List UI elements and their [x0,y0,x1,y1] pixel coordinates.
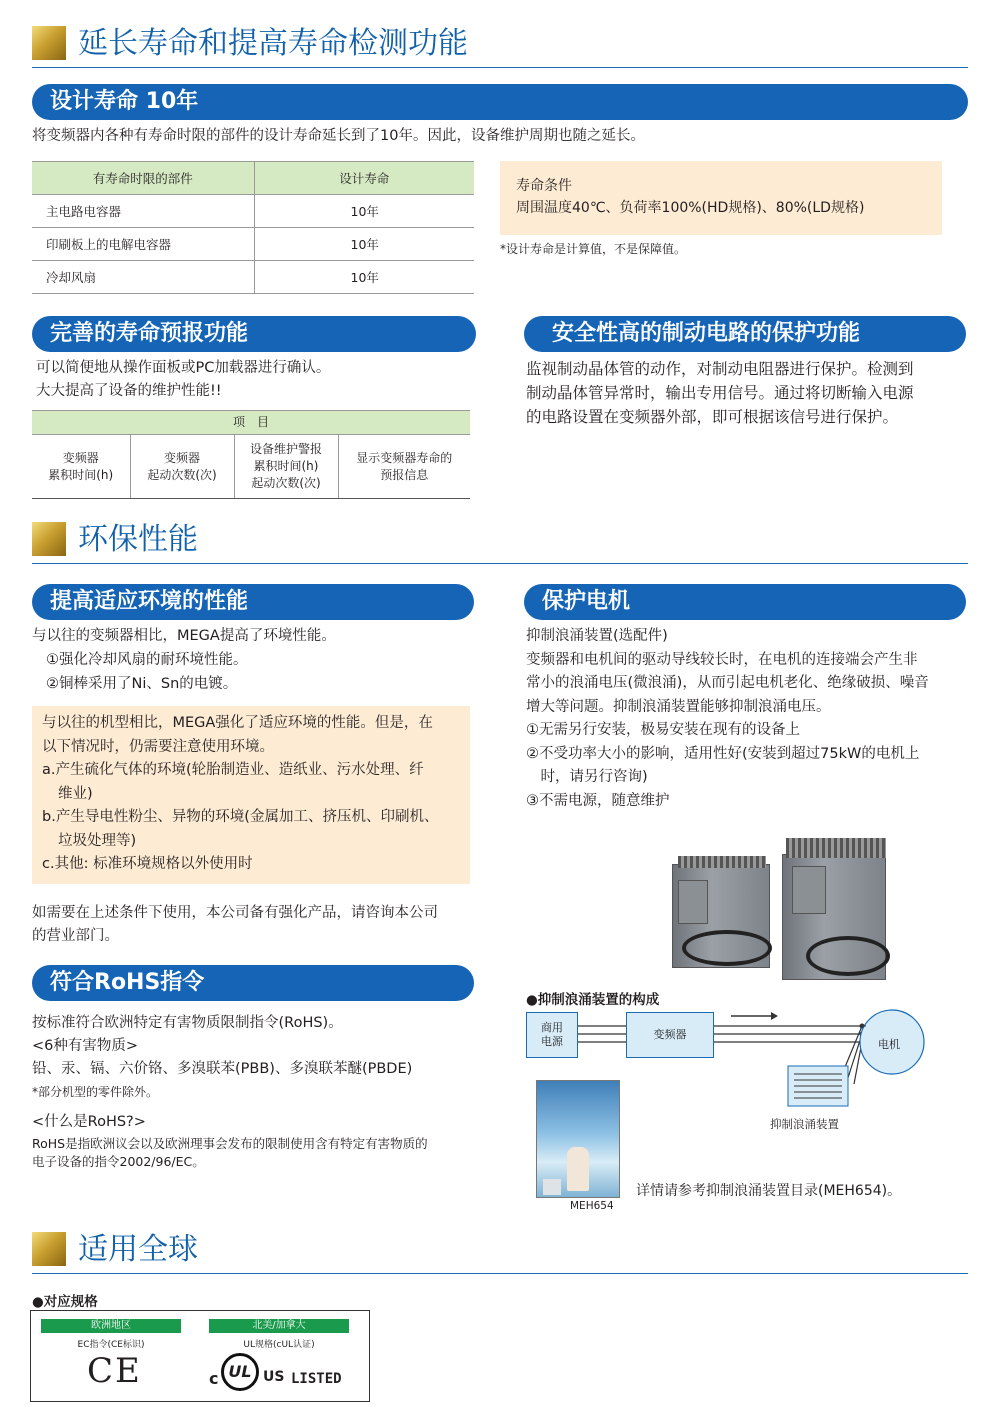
ul-c-label: c [209,1369,219,1388]
diagram-suppressor-label: 抑制浪涌装置 [770,1117,839,1131]
standards-box [30,1310,370,1402]
env-intro: 与以往的变频器相比，MEGA提高了环境性能。 [32,628,336,644]
table-cell: 设备维护警报 累积时间(h) 起动次数(次) [234,435,338,499]
standards-title: ●对应规格 [32,1294,98,1310]
brake-text: 监视制动晶体管的动作，对制动电阻器进行保护。检测到 制动晶体管异常时，输出专用信号。通过将切断输入电源 的电路设置在变频器外部，即可根据该信号进行保护。 [526,360,914,426]
rohs-heading: 符合RoHS指令 [32,965,474,1001]
rohs-answer: RoHS是指欧洲议会以及欧洲理事会发布的限制使用含有特定有害物质的 电子设备的指令2002/96/EC。 [32,1136,428,1169]
table-cell: 主电路电容器 [32,195,254,228]
table-cell: 显示变频器寿命的 预报信息 [338,435,470,499]
life-note: *设计寿命是计算值，不是保障值。 [500,242,687,256]
table-row [32,261,474,294]
env-heading: 提高适应环境的性能 [32,584,474,620]
env-point: ②铜棒采用了Ni、Sn的电镀。 [46,676,238,692]
table-cell: 10年 [254,228,474,261]
diagram-motor-label: 电机 [878,1038,900,1051]
table-row [32,195,474,228]
section-title-text: 延长寿命和提高寿命检测功能 [78,26,468,61]
life-condition-text: 周围温度40℃、负荷率100%(HD规格)、80%(LD规格) [516,200,865,216]
ul-mark-icon: UL [221,1353,259,1391]
table-row [32,228,474,261]
brake-heading: 安全性高的制动电路的保护功能 [524,316,966,352]
diagram-inverter-box: 变频器 [626,1012,714,1058]
design-life-heading: 设计寿命 10年 [32,84,968,120]
ul-listed-label: LISTED [291,1371,342,1387]
life-table-header: 有寿命时限的部件 [32,162,254,195]
life-condition-title: 寿命条件 [516,178,572,194]
life-table [32,161,474,294]
section-title-text: 适用全球 [78,1232,198,1267]
diagram-power-box: 商用 电源 [526,1012,578,1058]
na-header: 北美/加拿大 [209,1319,349,1333]
ce-mark-icon: CE [87,1351,142,1391]
table-cell: 10年 [254,261,474,294]
env-caution-box: 与以往的机型相比，MEGA强化了适应环境的性能。但是，在 以下情况时，仍需要注意使用环境。 a.产生硫化气体的环境(轮胎制造业、造纸业、污水处理、纤 维业) b.产生导电性粉尘、异物的环境(金属加工、挤压机、印刷机、 垃圾处理等) c.其他: 标准环境规格以外使用时 [32,706,470,884]
item-table-header: 项 目 [32,411,470,435]
design-life-intro: 将变频器内各种有寿命时限的部件的设计寿命延长到了10年。因此，设备维护周期也随之延长。 [32,128,645,144]
table-cell: 10年 [254,195,474,228]
table-cell: 变频器 累积时间(h) [32,435,130,499]
rohs-line: 按标准符合欧洲特定有害物质限制指令(RoHS)。 [32,1015,343,1031]
ul-us-label: US [263,1369,285,1385]
catalog-cover-image [536,1080,620,1198]
motor-text: 抑制浪涌装置(选配件) 变频器和电机间的驱动导线较长时，在电机的连接端会产生非 常小的浪涌电压(微浪涌)，从而引起电机老化、绝缘破损、噪音 增大等问题。抑制浪涌装置能够抑制浪涌电压。 ①无需另行安装，极易安装在现有的设备上 ②不受功率大小的影响，适用性好(安装到超过75kW的电机上 时，请另行咨询) ③不需电源，随意维护 [526,628,929,809]
rohs-note: *部分机型的零件除外。 [32,1085,159,1099]
forecast-heading: 完善的寿命预报功能 [32,316,476,352]
env-after-text: 如需要在上述条件下使用，本公司备有强化产品，请咨询本公司 的营业部门。 [32,905,438,944]
rohs-question: <什么是RoHS?> [32,1114,146,1130]
table-cell: 冷却风扇 [32,261,254,294]
diagram-title: ●抑制浪涌装置的构成 [526,992,660,1008]
rohs-line: 铅、汞、镉、六价铬、多溴联苯(PBB)、多溴联苯醚(PBDE) [32,1061,413,1077]
na-sub: UL规格(cUL认证) [243,1340,315,1350]
section-title-eco [32,520,968,564]
forecast-item-table [32,410,470,499]
catalog-note: 详情请参考抑制浪涌装置目录(MEH654)。 [636,1183,902,1199]
surge-suppressor-photo-small [660,840,780,980]
section-title-life [32,24,968,68]
life-condition-box [500,161,942,235]
env-point: ①强化冷却风扇的耐环境性能。 [46,652,248,668]
gold-square-icon [32,522,66,556]
forecast-line: 大大提高了设备的维护性能!! [36,383,222,399]
table-cell: 印刷板上的电解电容器 [32,228,254,261]
section-title-text: 环保性能 [78,522,198,557]
eu-header: 欧洲地区 [41,1319,181,1333]
table-cell: 变频器 起动次数(次) [130,435,234,499]
surge-suppressor-photo-large [776,832,896,982]
life-table-header: 设计寿命 [254,162,474,195]
gold-square-icon [32,1232,66,1266]
eu-sub: EC指令(CE标识) [77,1340,145,1350]
forecast-line: 可以简便地从操作面板或PC加载器进行确认。 [36,360,331,376]
rohs-line: <6种有害物质> [32,1038,139,1054]
motor-heading: 保护电机 [524,584,966,620]
section-title-global [32,1230,968,1274]
gold-square-icon [32,26,66,60]
catalog-code: MEH654 [570,1200,614,1212]
